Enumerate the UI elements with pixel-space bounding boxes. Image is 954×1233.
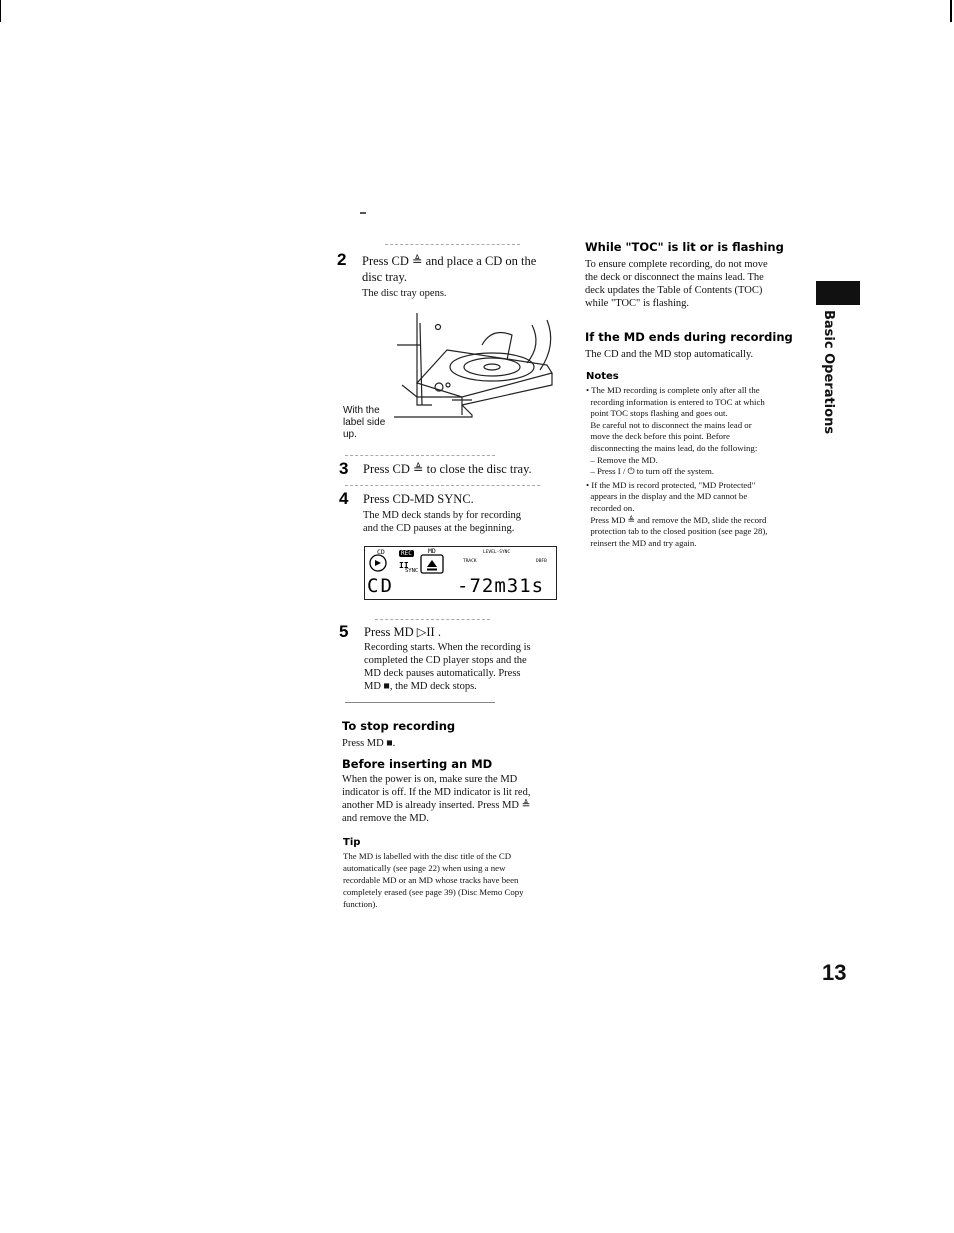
step-text: Press CD ≜ and place a CD on the [362, 254, 537, 268]
section-text: deck updates the Table of Contents (TOC) [585, 285, 763, 296]
section-tab-label: Basic Operations [821, 310, 836, 435]
section-text: indicator is off. If the MD indicator is lit red, [342, 787, 531, 798]
section-text: When the power is on, make sure the MD [342, 774, 518, 785]
note-line: – Remove the MD. [586, 455, 658, 465]
note-line: appears in the display and the MD cannot be [586, 491, 748, 501]
step-result: The disc tray opens. [362, 288, 447, 299]
step-result: and the CD pauses at the beginning. [363, 523, 515, 534]
note-line: – Press I / ⏻ to turn off the system. [586, 466, 714, 476]
page-number: 13 [822, 960, 847, 985]
figure-caption: With the [343, 405, 380, 416]
note-line: recorded on. [586, 503, 635, 513]
divider [375, 619, 490, 620]
lcd-display [364, 546, 557, 600]
md-eject-icon [419, 553, 445, 575]
pause-icon: II [399, 561, 409, 570]
divider [345, 702, 495, 703]
section-text: The CD and the MD stop automatically. [585, 349, 754, 360]
section-text: while "TOC" is flashing. [585, 298, 690, 309]
notes-heading: Notes [586, 371, 619, 382]
note-line: Press MD ≜ and remove the MD, slide the record [586, 515, 767, 525]
lcd-mode: CD [367, 575, 394, 597]
section-heading: To stop recording [342, 719, 456, 733]
tip-text: automatically (see page 22) when using a new [343, 863, 506, 873]
indicator-cd: CD [377, 548, 385, 556]
note-line: disconnecting the mains lead, do the following: [586, 443, 758, 453]
tip-heading: Tip [343, 837, 361, 848]
cd-disc-icon [367, 553, 389, 573]
note-line: Be careful not to disconnect the mains lead or [586, 420, 752, 430]
divider [385, 244, 520, 245]
step-number: 3 [339, 459, 349, 478]
step-result: The MD deck stands by for recording [363, 510, 522, 521]
step-text: Press CD-MD SYNC. [363, 492, 474, 506]
indicator-level-sync: LEVEL-SYNC [483, 550, 511, 555]
section-text: the deck or disconnect the mains lead. The [585, 272, 764, 283]
tip-text: recordable MD or an MD whose tracks have been [343, 875, 519, 885]
divider [345, 455, 495, 456]
step-result: MD ■, the MD deck stops. [364, 681, 477, 692]
section-text: and remove the MD. [342, 813, 429, 824]
note-line: recording information is entered to TOC at which [586, 397, 765, 407]
section-heading: While "TOC" is lit or is flashing [585, 240, 784, 254]
indicator-rec: REC [401, 550, 412, 557]
section-text: another MD is already inserted. Press MD ≜ [342, 800, 531, 811]
section-tab-marker [816, 281, 860, 305]
note-line: move the deck before this point. Before [586, 431, 730, 441]
margin-mark [950, 0, 952, 22]
section-heading: If the MD ends during recording [585, 330, 793, 344]
indicator-dbfb: DBFB [536, 559, 547, 564]
section-heading: Before inserting an MD [342, 757, 493, 771]
margin-mark [0, 0, 1, 22]
section-text: To ensure complete recording, do not move [585, 259, 768, 270]
step-number: 4 [339, 489, 349, 508]
step-text: Press CD ≜ to close the disc tray. [363, 462, 532, 476]
note-line: point TOC stops flashing and goes out. [586, 408, 728, 418]
step-result: MD deck pauses automatically. Press [364, 668, 521, 679]
step-number: 2 [337, 250, 347, 269]
note-line: reinsert the MD and try again. [586, 538, 697, 548]
step-text: Press MD ▷II . [364, 625, 441, 639]
lcd-time: -72m31s [457, 575, 545, 597]
tip-text: function). [343, 899, 378, 909]
figure-caption: up. [343, 429, 357, 440]
step-number: 5 [339, 622, 349, 641]
tip-text: completely erased (see page 39) (Disc Memo Copy [343, 887, 524, 897]
indicator-md: MD [428, 547, 436, 555]
section-text: Press MD ■. [342, 738, 396, 749]
margin-mark [360, 212, 366, 214]
step-result: completed the CD player stops and the [364, 655, 527, 666]
note-line: • If the MD is record protected, "MD Protected" [586, 480, 756, 490]
divider [345, 485, 540, 486]
note-line: • The MD recording is complete only after all the [586, 385, 760, 395]
step-result: Recording starts. When the recording is [364, 642, 531, 653]
indicator-track: TRACK [463, 559, 477, 564]
note-line: protection tab to the closed position (see page 28), [586, 526, 768, 536]
indicator-sync: SYNC [405, 568, 419, 574]
step-text: disc tray. [362, 270, 408, 284]
figure-caption: label side [343, 417, 386, 428]
tip-text: The MD is labelled with the disc title of the CD [343, 851, 512, 861]
